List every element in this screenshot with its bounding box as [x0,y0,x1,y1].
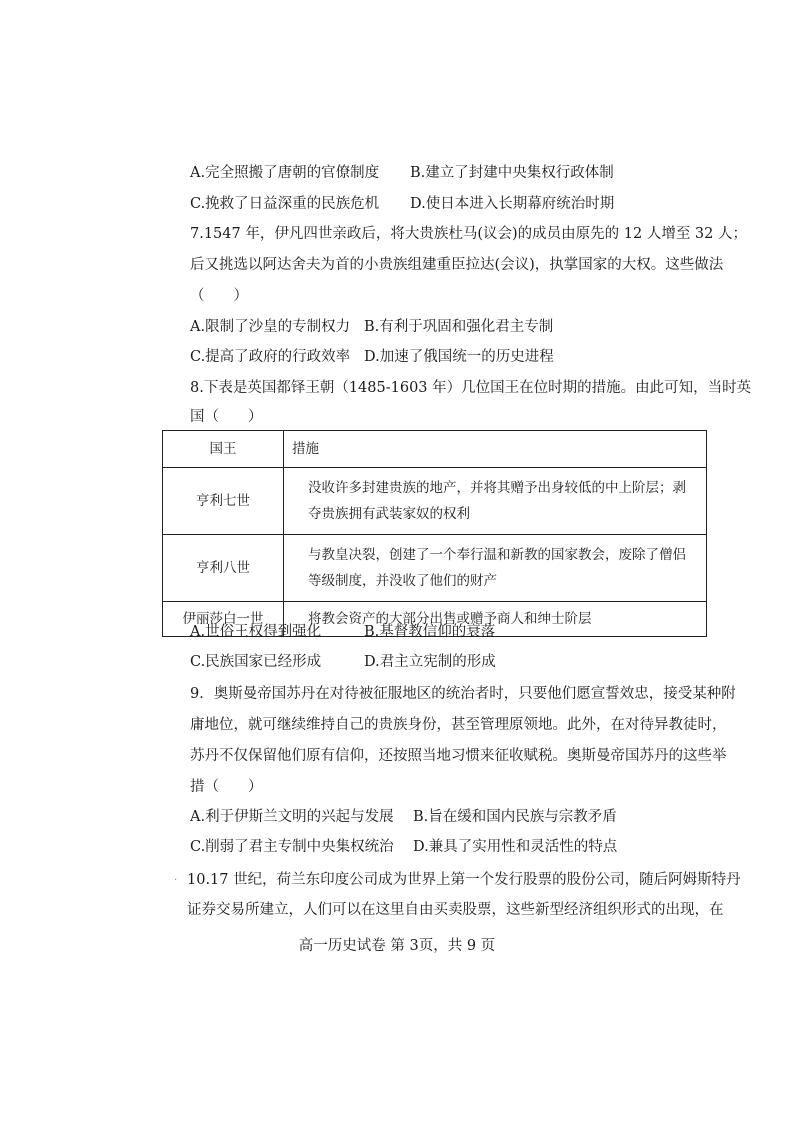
prev-option-a: A.完全照搬了唐朝的官僚制度 [190,165,380,181]
q8-stem-line-1: 8.下表是英国都铎王朝（1485-1603 年）几位国王在位时期的措施。由此可知，当时英 [190,380,752,396]
q9-option-b: B.旨在缓和国内民族与宗教矛盾 [413,809,617,825]
q10-stem-line-1: 10.17 世纪，荷兰东印度公司成为世界上第一个发行股票的股份公司，随后阿姆斯特丹 [187,872,741,888]
q7-option-c: C.提高了政府的行政效率 [190,349,351,365]
page-footer: 高一历史试卷 第 3页，共 9 页 [298,938,496,954]
q9-stem-line-3: 苏丹不仅保留他们原有信仰，还按照当地习惯来征收赋税。奥斯曼帝国苏丹的这些举 [190,748,727,764]
table-row [163,535,707,602]
q7-stem-line-1: 7.1547 年，伊凡四世亲政后，将大贵族杜马(议会)的成员由原先的 12 人增至 32 人； [190,226,747,242]
table-header-king: 国王 [163,431,284,468]
table-cell-measure: 与教皇决裂，创建了一个奉行温和新教的国家教会，废除了僧侣等级制度，并没收了他们的财产 [284,535,707,602]
q9-option-d: D.兼具了实用性和灵活性的特点 [413,839,618,855]
q8-option-a: A.世俗王权得到强化 [190,624,322,640]
q7-answer-blank: （ ） [190,288,248,304]
q7-option-d: D.加速了俄国统一的历史进程 [364,349,554,365]
q9-stem-line-1: 9．奥斯曼帝国苏丹在对待被征服地区的统治者时，只要他们愿宣誓效忠，接受某种附 [190,686,736,702]
q7-stem-line-2: 后又挑选以阿达舍夫为首的小贵族组建重臣拉达(会议)，执掌国家的大权。这些做法 [190,257,724,273]
q10-stem-line-2: 证券交易所建立，人们可以在这里自由买卖股票，这些新型经济组织形式的出现，在 [187,902,724,918]
prev-option-d: D.使日本进入长期幕府统治时期 [410,196,615,212]
prev-option-c: C.挽救了日益深重的民族危机 [190,196,380,212]
table-cell-measure: 将教会资产的大部分出售或赠予商人和绅士阶层 [284,602,707,637]
q8-option-d: D.君主立宪制的形成 [364,654,496,670]
scan-mark: · [174,875,178,886]
table-header-measure: 措施 [284,431,707,468]
q9-option-a: A.利于伊斯兰文明的兴起与发展 [190,809,394,825]
q8-measures-table [162,430,707,637]
q9-option-c: C.削弱了君主专制中央集权统治 [190,839,394,855]
table-cell-king: 亨利七世 [163,468,284,535]
q9-stem-line-2: 庸地位，就可继续维持自己的贵族身份，甚至管理原领地。此外，在对待异教徒时， [190,717,727,733]
q8-option-c: C.民族国家已经形成 [190,654,322,670]
table-cell-measure: 没收许多封建贵族的地产，并将其赠予出身较低的中上阶层；剥夺贵族拥有武装家奴的权利 [284,468,707,535]
table-row [163,468,707,535]
table-cell-king: 伊丽莎白一世 [163,602,284,637]
q8-stem-line-2: 国（ ） [190,409,263,425]
table-cell-king: 亨利八世 [163,535,284,602]
q7-option-a: A.限制了沙皇的专制权力 [190,319,351,335]
table-header-row [163,431,707,468]
prev-option-b: B.建立了封建中央集权行政体制 [410,165,614,181]
q7-option-b: B.有利于巩固和强化君主专制 [364,319,554,335]
q9-stem-line-4: 措（ ） [190,779,263,795]
q8-option-b: B.基督教信仰的衰落 [364,624,496,640]
